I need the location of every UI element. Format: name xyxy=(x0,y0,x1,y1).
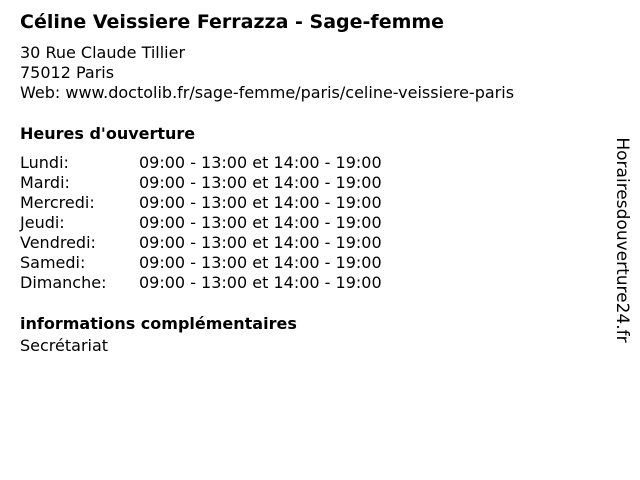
hours-row-jeudi xyxy=(20,213,382,233)
day-label: Lundi: xyxy=(20,153,69,172)
hours-row-dimanche xyxy=(20,273,382,293)
site-watermark: Horairesdouverture24.fr xyxy=(612,137,632,343)
hours-row-mardi xyxy=(20,173,382,193)
day-label: Mardi: xyxy=(20,173,70,192)
opening-hours-table xyxy=(20,153,382,293)
address-city: 75012 Paris xyxy=(20,63,115,82)
business-title: Céline Veissiere Ferrazza - Sage-femme xyxy=(20,11,445,33)
hours-row-vendredi xyxy=(20,233,382,253)
time-range: 09:00 - 13:00 et 14:00 - 19:00 xyxy=(139,193,382,212)
hours-row-mercredi xyxy=(20,193,382,213)
hours-row-lundi xyxy=(20,153,382,173)
hours-row-samedi xyxy=(20,253,382,273)
time-range: 09:00 - 13:00 et 14:00 - 19:00 xyxy=(139,213,382,232)
time-range: 09:00 - 13:00 et 14:00 - 19:00 xyxy=(139,253,382,272)
day-label: Vendredi: xyxy=(20,233,96,252)
website-line: Web: www.doctolib.fr/sage-femme/paris/celine-veissiere-paris xyxy=(20,83,515,102)
additional-info-text: Secrétariat xyxy=(20,336,109,355)
time-range: 09:00 - 13:00 et 14:00 - 19:00 xyxy=(139,173,382,192)
day-label: Mercredi: xyxy=(20,193,95,212)
additional-info-heading: informations complémentaires xyxy=(20,314,297,333)
time-range: 09:00 - 13:00 et 14:00 - 19:00 xyxy=(139,233,382,252)
time-range: 09:00 - 13:00 et 14:00 - 19:00 xyxy=(139,273,382,292)
day-label: Dimanche: xyxy=(20,273,107,292)
opening-hours-heading: Heures d'ouverture xyxy=(20,124,196,143)
address-street: 30 Rue Claude Tillier xyxy=(20,43,186,62)
time-range: 09:00 - 13:00 et 14:00 - 19:00 xyxy=(139,153,382,172)
day-label: Samedi: xyxy=(20,253,86,272)
day-label: Jeudi: xyxy=(20,213,65,232)
address-block xyxy=(20,43,514,103)
